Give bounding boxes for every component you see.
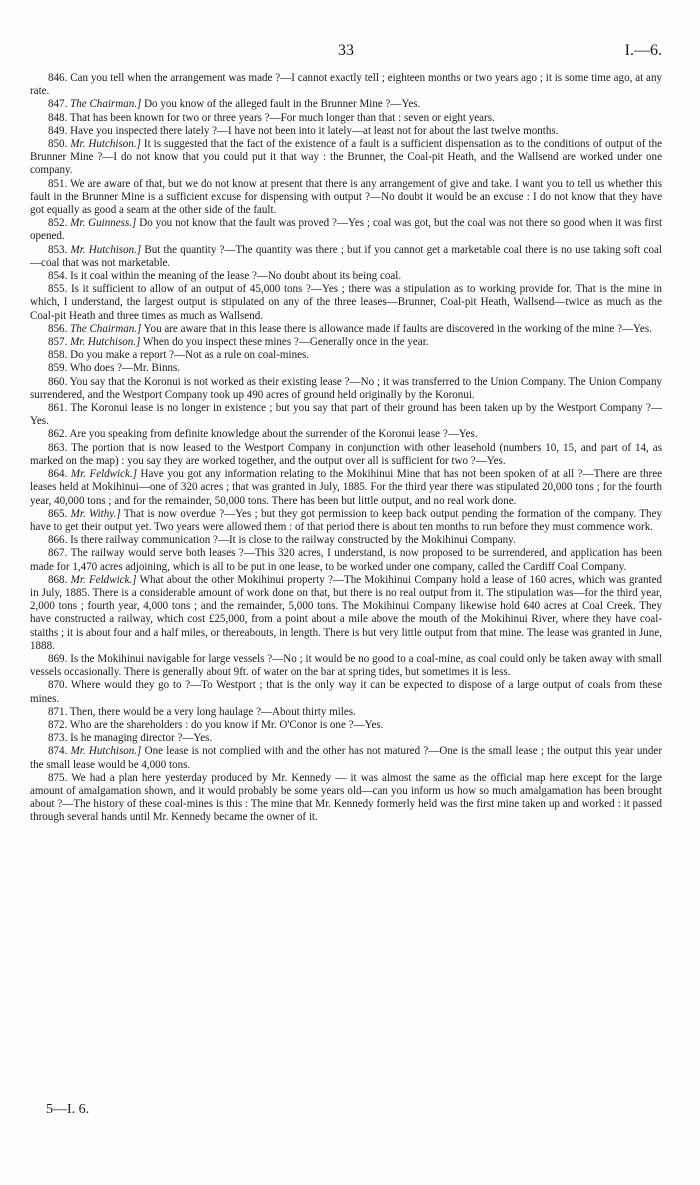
- testimony-paragraph: [30, 772, 662, 825]
- testimony-paragraph: [30, 362, 662, 375]
- question-number: 865.: [48, 507, 68, 520]
- testimony-paragraph: [30, 547, 662, 573]
- testimony-paragraph: [30, 508, 662, 534]
- testimony-paragraph: [30, 138, 662, 178]
- testimony-paragraph: [30, 125, 662, 138]
- paragraph-text: 846. Can you tell when the arrangement was made ?—I cannot exactly tell ; eighteen months or two years ago ; it is some time ago, at any rate.: [30, 72, 662, 98]
- paragraph-text: 859. Who does ?—Mr. Binns.: [48, 362, 181, 375]
- testimony-paragraph: [30, 283, 662, 323]
- paragraph-text: 872. Who are the shareholders : do you know if Mr. O'Conor is one ?—Yes.: [48, 718, 384, 731]
- testimony-paragraph: [30, 442, 662, 468]
- body-text: [30, 72, 662, 825]
- testimony-paragraph: [30, 349, 662, 362]
- paragraph-text: 855. Is it sufficient to allow of an output of 45,000 tons ?—Yes ; there was a stipulation as to working provide for. That is the mine in which, I understand, the largest output is stipulated on any of the three leases—Brunner, Coal-pit Heath, Wallsend—twice as much as the Coal-pit Heath and three times as much as Wallsend.: [30, 283, 662, 322]
- testimony-paragraph: [30, 732, 662, 745]
- testimony-paragraph: [30, 98, 662, 111]
- paragraph-text: 869. Is the Mokihinui navigable for large vessels ?—No ; it would be no good to a coal-mine, as coal could only be taken away with small vessels occasionally. There is generally about 9ft. of water on the bar at spring tides, but sometimes it is less.: [30, 652, 662, 679]
- speaker-name: Mr. Withy.]: [70, 507, 121, 520]
- paragraph-text: When do you inspect these mines ?—Generally once in the year.: [142, 336, 429, 349]
- question-number: 874.: [48, 745, 68, 758]
- speaker-name: Mr. Guinness.]: [70, 217, 137, 230]
- testimony-paragraph: [30, 745, 662, 771]
- testimony-paragraph: [30, 376, 662, 402]
- testimony-paragraph: [30, 653, 662, 679]
- question-number: 868.: [48, 573, 68, 586]
- paragraph-text: You are aware that in this lease there is allowance made if faults are discovered in the working of the mine ?—Yes.: [143, 322, 652, 335]
- question-number: 850.: [48, 138, 68, 151]
- paragraph-text: Do you not know that the fault was proved ?—Yes ; coal was got, but the coal was not there so good when it was first opened.: [30, 217, 663, 243]
- question-number: 853.: [48, 243, 68, 256]
- question-number: 852.: [48, 217, 68, 230]
- page-number: 33: [338, 42, 354, 59]
- speaker-name: Mr. Hutchison.]: [70, 336, 141, 349]
- speaker-name: Mr. Hutchison.]: [70, 138, 141, 151]
- testimony-paragraph: [30, 112, 662, 125]
- question-number: 847.: [48, 98, 68, 111]
- paragraph-text: 866. Is there railway communication ?—It is close to the railway constructed by the Mokihinui Company.: [48, 534, 516, 547]
- speaker-name: Mr. Feldwick.]: [70, 573, 137, 586]
- paragraph-text: 863. The portion that is now leased to the Westport Company in conjunction with other leasehold (numbers 10, 15, and part of 14, as marked on the map) : you say they are worked together, and the output over all is sufficient for two ?—Yes.: [30, 441, 662, 467]
- paragraph-text: 873. Is he managing director ?—Yes.: [48, 732, 213, 745]
- signature-mark: 5—I. 6.: [46, 1102, 90, 1117]
- speaker-name: The Chairman.]: [70, 98, 142, 111]
- testimony-paragraph: [30, 679, 662, 705]
- testimony-paragraph: [30, 244, 662, 270]
- paragraph-text: It is suggested that the fact of the existence of a fault is a sufficient dispensation as to the conditions of output of the Brunner Mine ?—I do not know that you could put it that way : the Brunner, the Coal-pit Heath, and the Wallsend are worked under one company.: [30, 138, 663, 177]
- paragraph-text: 861. The Koronui lease is no longer in existence ; but you say that part of their ground has been taken up by the Westport Company ?—Yes.: [30, 402, 662, 428]
- testimony-paragraph: [30, 574, 662, 653]
- paragraph-text: But the quantity ?—The quantity was there ; but if you cannot get a marketable coal there is no use taking soft coal—coal that was not marketable.: [30, 243, 662, 269]
- paragraph-text: 870. Where would they go to ?—To Westport ; that is the only way it can be expected to dispose of a large output of coals from these mines.: [30, 679, 662, 705]
- question-number: 856.: [48, 322, 68, 335]
- question-number: 864.: [48, 468, 68, 481]
- testimony-paragraph: [30, 402, 662, 428]
- testimony-paragraph: [30, 270, 662, 283]
- testimony-paragraph: [30, 72, 662, 98]
- paragraph-text: 854. Is it coal within the meaning of the lease ?—No doubt about its being coal.: [48, 270, 402, 283]
- testimony-paragraph: [30, 719, 662, 732]
- paragraph-text: 849. Have you inspected there lately ?—I have not been into it lately—at least not for about the last twelve months.: [48, 124, 559, 137]
- paragraph-text: 875. We had a plan here yesterday produced by Mr. Kennedy — it was almost the same as the official map here except for the large amount of amalgamation shown, and it would probably be some years old—can you inform us how so much amalgamation has been brought about ?—The history of these coal-mines is this : The mine that Mr. Kennedy formerly held was the first mine taken up and worked : it passed through several hands until Mr. Kennedy became the owner of it.: [30, 771, 662, 824]
- testimony-paragraph: [30, 217, 662, 243]
- paragraph-text: 862. Are you speaking from definite knowledge about the surrender of the Koronui lease ?—Yes.: [48, 428, 478, 441]
- testimony-paragraph: [30, 428, 662, 441]
- paragraph-text: 851. We are aware of that, but we do not know at present that there is any arrangement of give and take. I want you to tell us whether this fault in the Brunner Mine is a sufficient excuse for dispensing with output ?—No doubt it would be an excuse : I do not know that they have got equally as good a seam at the other side of the fault.: [30, 177, 662, 217]
- document-reference: I.—6.: [624, 42, 662, 59]
- testimony-paragraph: [30, 323, 662, 336]
- speaker-name: Mr. Hutchison.]: [70, 243, 142, 256]
- paragraph-text: Do you know of the alleged fault in the Brunner Mine ?—Yes.: [144, 98, 421, 111]
- paragraph-text: 860. You say that the Koronui is not worked as their existing lease ?—No ; it was transferred to the Union Company. The Union Company surrendered, and the Westport Company took up 490 acres of ground held originally by the Koronui.: [30, 375, 662, 401]
- paragraph-text: 867. The railway would serve both leases ?—This 320 acres, I understand, is now proposed to be surrendered, and application has been made for 1,470 acres adjoining, which is all to be put in one lease, to be worked under one company, called the Cardiff Coal Company.: [30, 547, 662, 573]
- paragraph-text: One lease is not complied with and the other has not matured ?—One is the small lease ; the output this year under the small lease would be 4,000 tons.: [30, 745, 662, 771]
- paragraph-text: 858. Do you make a report ?—Not as a rule on coal-mines.: [48, 349, 310, 362]
- paragraph-text: What about the other Mokihinui property ?—The Mokihinui Company hold a lease of 160 acres, which was granted in July, 1885. There is a considerable amount of work done on that, but there is no real output from it. The stipulation was—for the third year, 2,000 tons ; fourth year, 4,000 tons ; and the remainder, 5,000 tons. The Mokihinui Company likewise hold 640 acres at Coal Creek. They have constructed a railway, which cost £25,000, from a point about a mile above the mouth of the Mokihinui River, where they have coal-staiths ; it is about four and a half miles, or thereabouts, in length. There is but very little output from that mine. The lease was granted in June, 1888.: [30, 573, 663, 652]
- question-number: 857.: [48, 336, 68, 349]
- speaker-name: Mr. Feldwick.]: [70, 468, 137, 481]
- testimony-paragraph: [30, 178, 662, 218]
- testimony-paragraph: [30, 706, 662, 719]
- paragraph-text: Have you got any information relating to the Mokihinui Mine that has not been spoken of at all ?—There are three leases held at Mokihinui—one of 320 acres ; that was granted in July, 1885. For the third year there was stipulated 20,000 tons ; for the fourth year, 40,000 tons ; and for the remainder, 50,000 tons. There has been but little output, and no real work done.: [30, 468, 662, 507]
- paragraph-text: 871. Then, there would be a very long haulage ?—About thirty miles.: [48, 705, 356, 718]
- testimony-paragraph: [30, 468, 662, 508]
- paragraph-text: 848. That has been known for two or three years ?—For much longer than that : seven or eight years.: [48, 111, 495, 124]
- testimony-paragraph: [30, 336, 662, 349]
- page-header: [30, 42, 662, 64]
- testimony-paragraph: [30, 534, 662, 547]
- speaker-name: Mr. Hutchison.]: [70, 745, 142, 758]
- speaker-name: The Chairman.]: [70, 322, 142, 335]
- paragraph-text: That is now overdue ?—Yes ; but they got permission to keep back output pending the formation of the company. They have to get their output yet. Two years were allowed them : of that period there is about ten months to run before they must commence work.: [30, 507, 663, 533]
